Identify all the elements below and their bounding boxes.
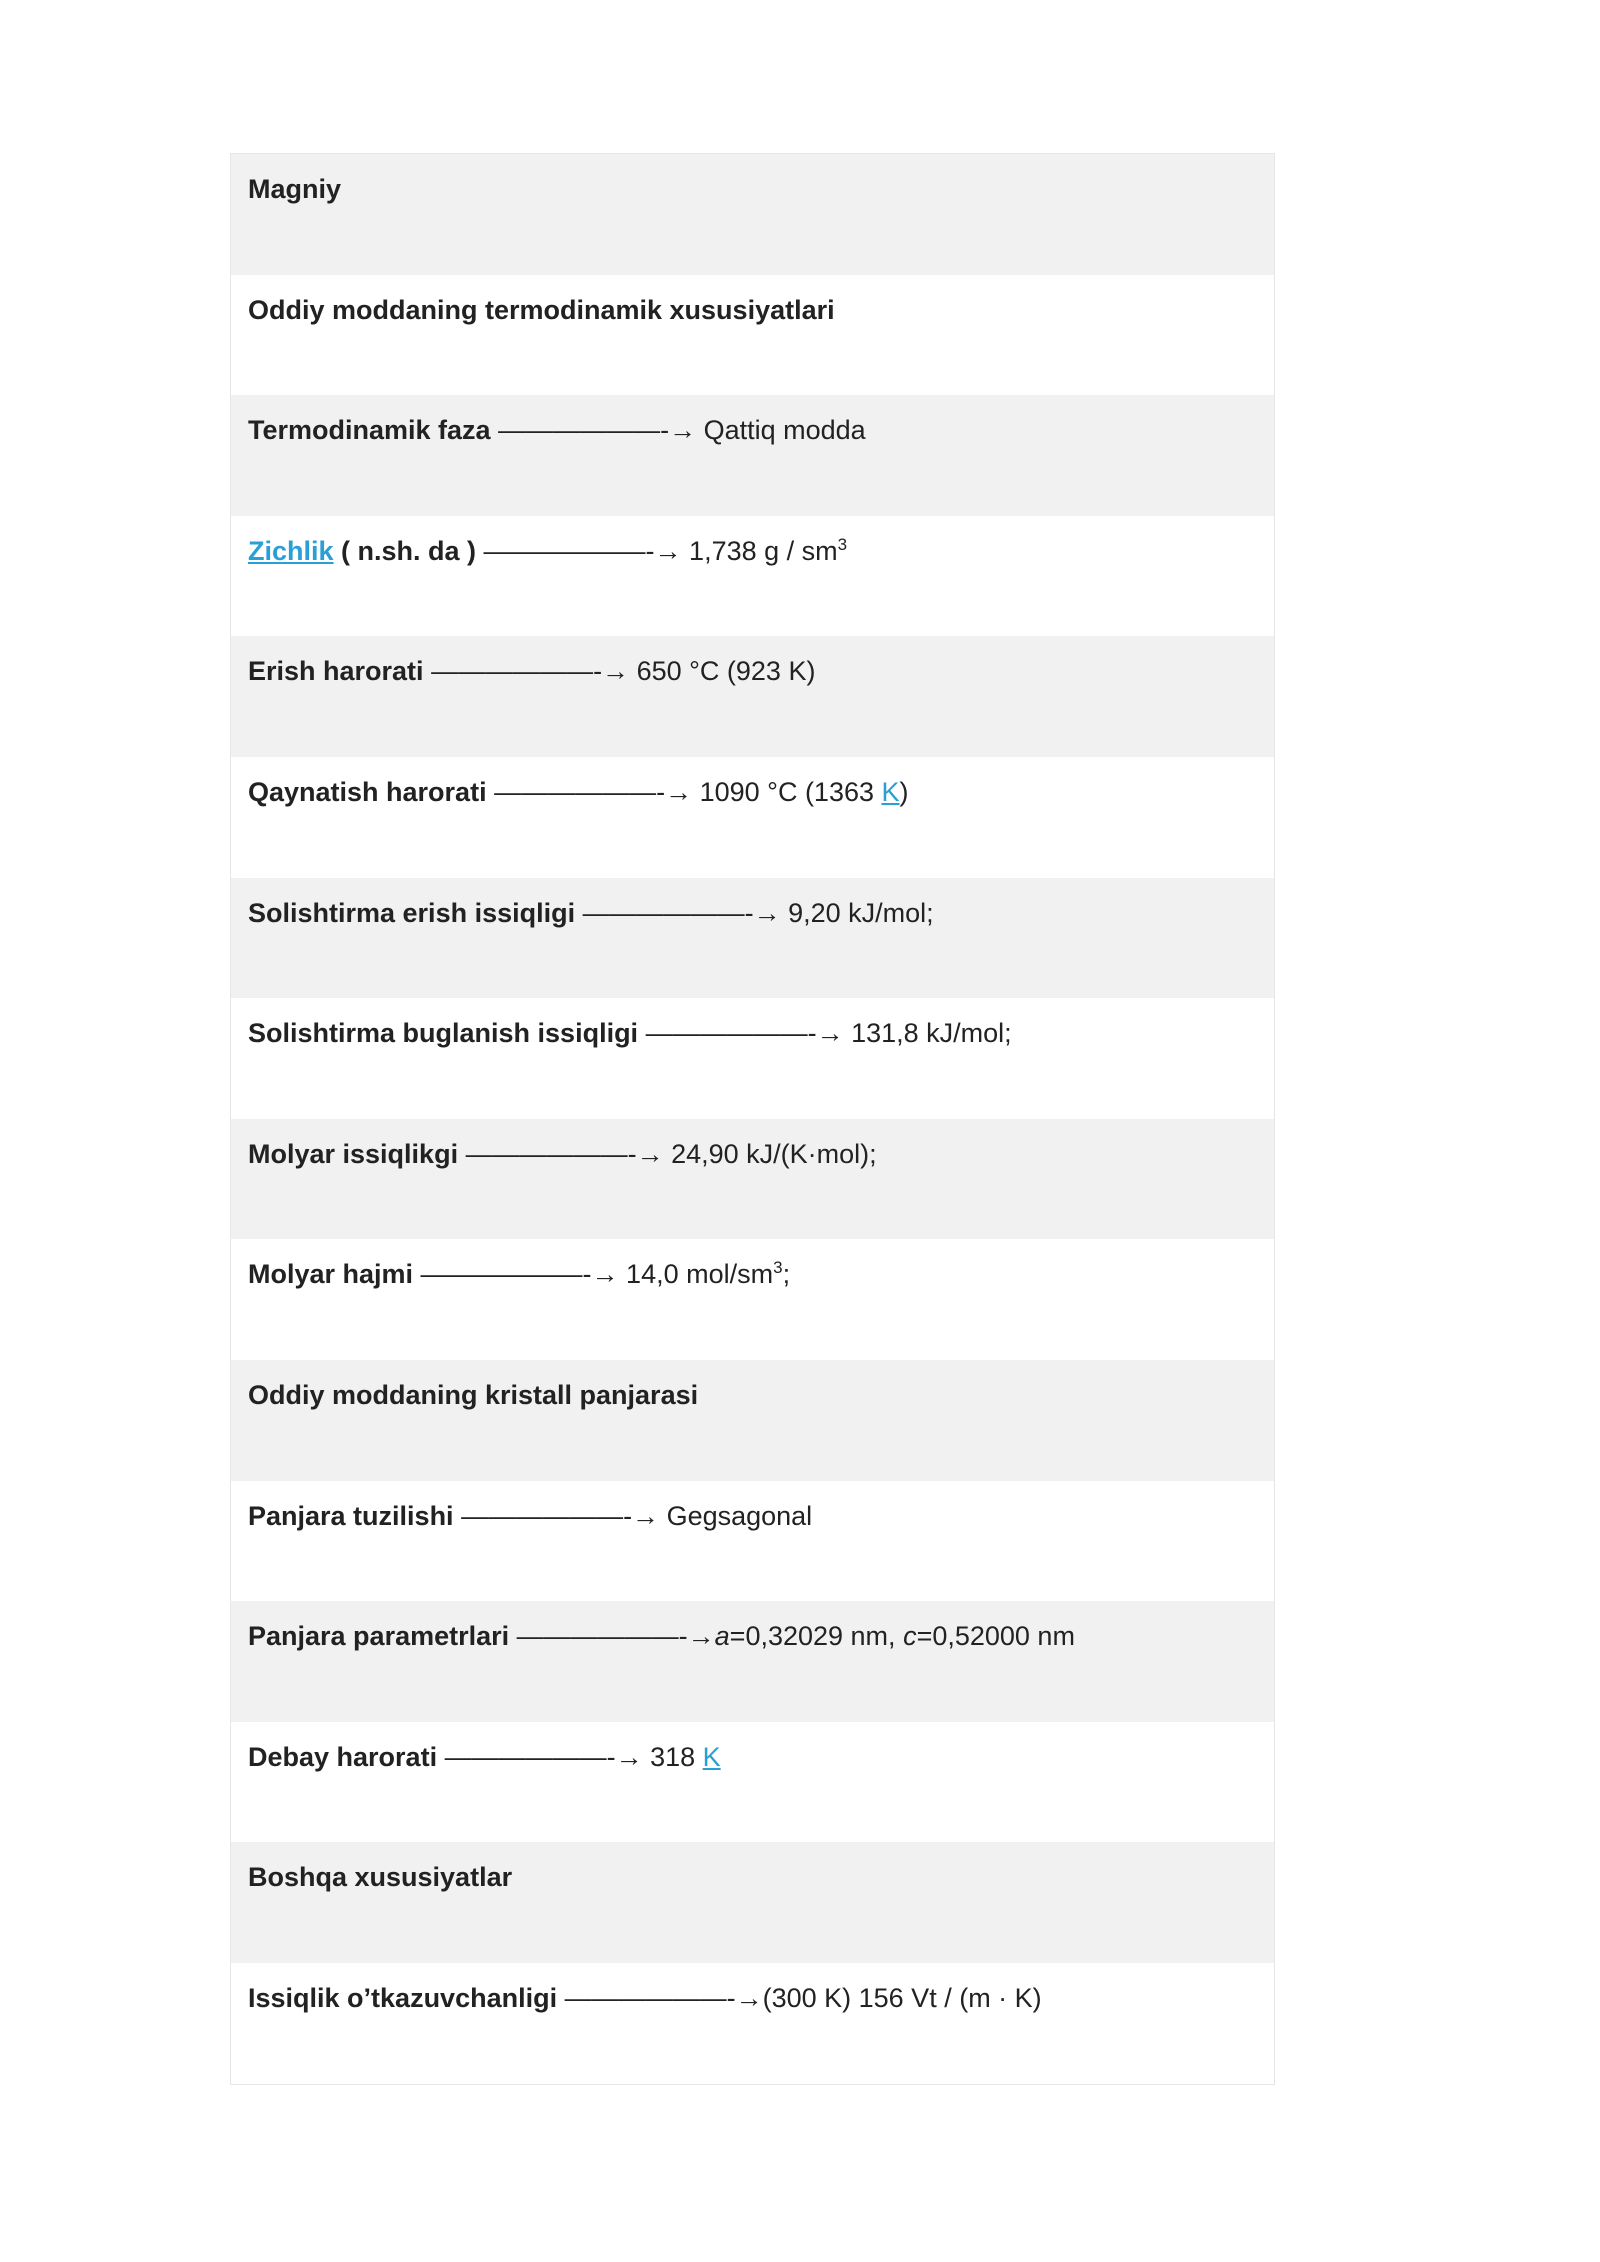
arrow-connector: ——————-→ xyxy=(486,776,700,807)
table-row xyxy=(231,395,1274,516)
table-row xyxy=(231,998,1274,1119)
arrow-connector: ——————-→ xyxy=(458,1138,672,1169)
arrow-connector: ——————-→ xyxy=(557,1982,763,2013)
property-label: Debay harorati xyxy=(248,1741,438,1772)
property-value: 1,738 g / sm xyxy=(689,535,838,566)
table-row xyxy=(231,1963,1274,2084)
section-heading-other: Boshqa xususiyatlar xyxy=(248,1862,513,1893)
property-label: Solishtirma buglanish issiqligi xyxy=(248,1018,639,1049)
property-label: Qaynatish harorati xyxy=(248,776,487,807)
superscript: 3 xyxy=(837,534,848,554)
property-value: Qattiq modda xyxy=(703,415,866,446)
property-value: 1090 °C (1363 xyxy=(699,776,882,807)
table-row xyxy=(231,636,1274,757)
arrow-connector: ——————-→ xyxy=(509,1621,715,1652)
kelvin-link[interactable]: K xyxy=(881,776,900,807)
superscript: 3 xyxy=(773,1258,783,1278)
arrow-connector: ——————-→ xyxy=(476,535,690,566)
table-row-section-other xyxy=(231,1842,1274,1963)
table-row xyxy=(231,1239,1274,1360)
table-row xyxy=(231,1119,1274,1240)
parameter-c-value: =0,52000 nm xyxy=(916,1621,1075,1652)
property-label: Termodinamik faza xyxy=(248,415,491,446)
property-label: Molyar issiqlikgi xyxy=(248,1138,459,1169)
table-row xyxy=(231,878,1274,999)
property-value: 318 xyxy=(650,1741,703,1772)
property-value: 131,8 kJ/mol; xyxy=(851,1018,1012,1049)
parameter-a-symbol: a xyxy=(714,1621,730,1652)
table-row xyxy=(231,1481,1274,1602)
table-row xyxy=(231,516,1274,637)
arrow-connector: ——————-→ xyxy=(437,1741,651,1772)
property-value: 24,90 kJ/(K·mol); xyxy=(671,1138,877,1169)
arrow-connector: ——————-→ xyxy=(575,897,789,928)
table-row xyxy=(231,1722,1274,1843)
table-row-section-thermodynamic xyxy=(231,275,1274,396)
kelvin-link[interactable]: K xyxy=(702,1741,721,1772)
table-row-section-crystal xyxy=(231,1360,1274,1481)
property-label: Issiqlik o’tkazuvchanligi xyxy=(248,1982,558,2013)
property-label: ( n.sh. da ) xyxy=(333,535,477,566)
property-value: 650 °C (923 K) xyxy=(636,656,816,687)
arrow-connector: ——————-→ xyxy=(453,1500,667,1531)
section-heading-thermodynamic: Oddiy moddaning termodinamik xususiyatlari xyxy=(248,294,835,325)
properties-table xyxy=(230,153,1275,2085)
property-label: Solishtirma erish issiqligi xyxy=(248,897,576,928)
property-label: Molyar hajmi xyxy=(248,1259,414,1290)
property-label: Panjara parametrlari xyxy=(248,1621,510,1652)
parameter-c-symbol: c xyxy=(903,1621,917,1652)
property-label: Erish harorati xyxy=(248,656,424,687)
property-value-suffix: ; xyxy=(782,1259,791,1290)
table-row-title xyxy=(231,154,1274,275)
table-row xyxy=(231,1601,1274,1722)
table-row xyxy=(231,757,1274,878)
density-link[interactable]: Zichlik xyxy=(248,535,334,566)
property-value: 9,20 kJ/mol; xyxy=(788,897,934,928)
arrow-connector: ——————-→ xyxy=(490,415,704,446)
property-value: (300 K) 156 Vt / (m · K) xyxy=(762,1982,1042,2013)
arrow-connector: ——————-→ xyxy=(413,1259,627,1290)
property-value: Gegsagonal xyxy=(666,1500,813,1531)
property-label: Panjara tuzilishi xyxy=(248,1500,454,1531)
section-heading-crystal: Oddiy moddaning kristall panjarasi xyxy=(248,1379,699,1410)
property-value-suffix: ) xyxy=(899,776,909,807)
arrow-connector: ——————-→ xyxy=(638,1018,852,1049)
property-value: 14,0 mol/sm xyxy=(626,1259,774,1290)
parameter-a-value: =0,32029 nm, xyxy=(729,1621,904,1652)
element-name: Magniy xyxy=(248,174,342,204)
arrow-connector: ——————-→ xyxy=(423,656,637,687)
